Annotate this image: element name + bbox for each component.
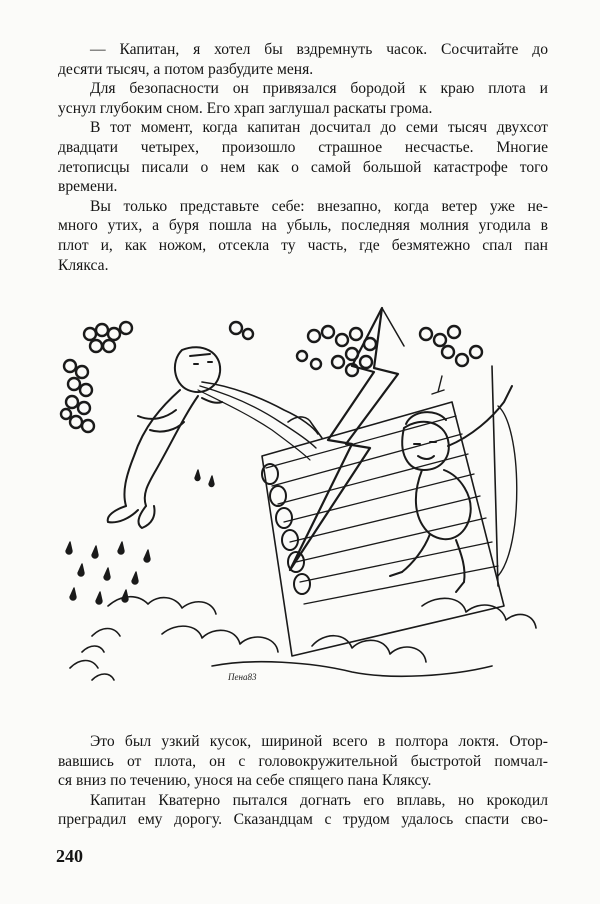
paragraph [58, 40, 548, 79]
raft [262, 366, 517, 656]
text-line: Это был узкий кусок, шириной всего в полтора локтя. Отор- [90, 733, 548, 750]
text-line: ся вниз по течению, унося на себе спящего пана Кляксу. [58, 772, 432, 790]
paragraph [58, 79, 548, 118]
storm-raft-illustration [52, 306, 548, 706]
page-number: 240 [56, 846, 83, 866]
text-line: летописцы писали о нем как о самой большой катастрофе того [58, 158, 548, 176]
waves [70, 597, 536, 680]
paragraph [58, 197, 548, 275]
text-line: уснул глубоким сном. Его храп заглушал раскаты грома. [58, 99, 433, 117]
upper-text-block [58, 40, 548, 275]
lower-text-block [58, 732, 548, 830]
text-line: плот и, как ножом, отсекла ту часть, где безмятежно спал пан [58, 236, 548, 254]
paragraph [58, 118, 548, 196]
text-line: десяти тысяч, а потом разбудите меня. [58, 60, 314, 78]
artist-signature: Пена83 [228, 672, 257, 682]
text-line: Клякса. [58, 256, 109, 274]
paragraph [58, 732, 548, 791]
text-line: вавшись от плота, он с головокружительной быстротой помчал- [58, 752, 548, 770]
falling-man [108, 347, 318, 528]
text-line: преградил ему дорогу. Сказандцам с трудом удалось спасти сво- [58, 811, 548, 829]
storm-cloud-right [297, 326, 482, 376]
text-line: Вы только представьте себе: внезапно, когда ветер уже не- [90, 197, 548, 215]
text-line: — Капитан, я хотел бы вздремнуть часок. Сосчитайте до [90, 41, 548, 58]
text-line: Для безопасности он привязался бородой к краю плота и [90, 80, 548, 98]
text-line: В тот момент, когда капитан досчитал до семи тысяч двухсот [90, 119, 548, 137]
paragraph [58, 791, 548, 830]
text-line: много утих, а буря пошла на убыль, последняя молния угодила в [58, 217, 548, 235]
raindrops [66, 470, 214, 604]
text-line: времени. [58, 178, 118, 196]
text-line: двадцати четырех, произошло страшное несчастье. Многие [58, 138, 548, 156]
text-line: Капитан Кватерно пытался догнать его вплавь, но крокодил [90, 791, 548, 809]
